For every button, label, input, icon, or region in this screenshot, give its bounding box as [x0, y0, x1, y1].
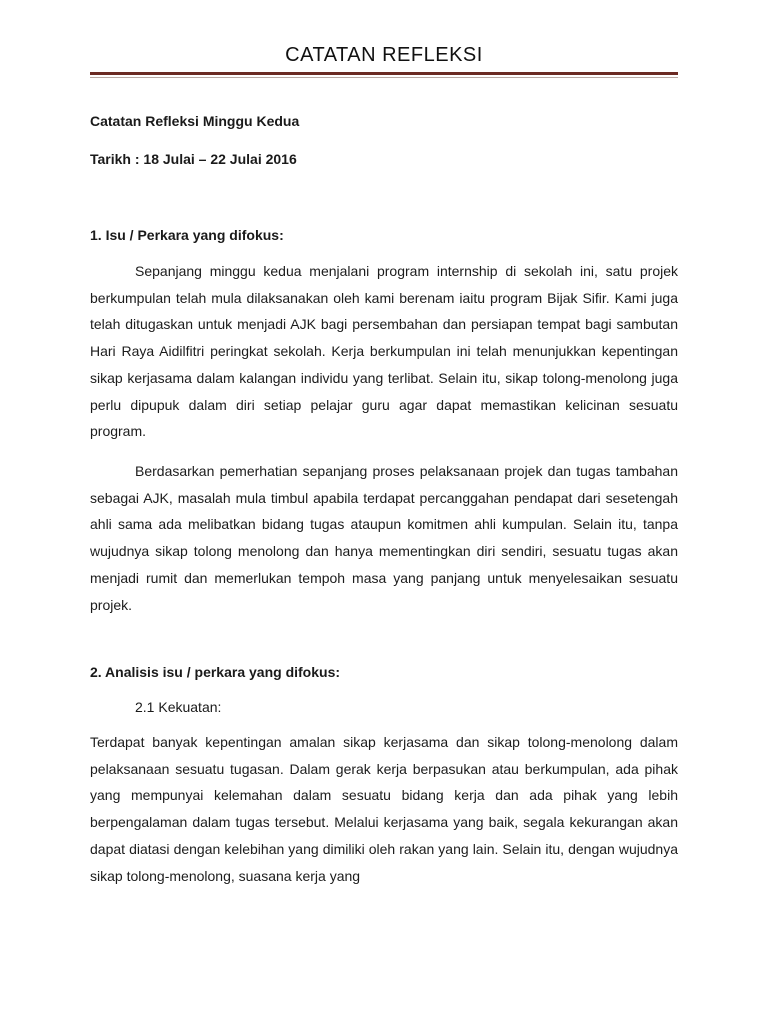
section-1-heading: 1. Isu / Perkara yang difokus:	[90, 227, 284, 243]
header-divider	[90, 72, 678, 75]
section-2-heading: 2. Analisis isu / perkara yang difokus:	[90, 664, 341, 680]
section-1-paragraph-1: Sepanjang minggu kedua menjalani program internship di sekolah ini, satu projek berkumpulan telah mula dilaksanakan oleh kami berenam iaitu program Bijak Sifir. Kami juga telah ditugaskan untuk menjadi AJK bagi persembahan dan persiapan tempat bagi sambutan Hari Raya Aidilfitri peringkat sekolah. Kerja berkumpulan ini telah menunjukkan kepentingan sikap kerjasama dalam kalangan individu yang terlibat. Selain itu, sikap tolong-menolong juga perlu dipupuk dalam diri setiap pelajar guru agar dapat memastikan kelicinan sesuatu program.	[90, 263, 678, 440]
section-1-paragraph-2: Berdasarkan pemerhatian sepanjang proses pelaksanaan projek dan tugas tambahan sebagai AJK, masalah mula timbul apabila terdapat percanggahan pendapat dari sesetengah ahli sama ada melibatkan bidang tugas ataupun komitmen ahli kumpulan. Selain itu, tanpa wujudnya sikap tolong menolong dan hanya mementingkan diri sendiri, sesuatu tugas akan menjadi rumit dan memerlukan tempoh masa yang panjang untuk menyelesaikan sesuatu projek.	[90, 463, 678, 613]
section-2-1-paragraph: Terdapat banyak kepentingan amalan sikap kerjasama dan sikap tolong-menolong dalam pelaksanaan sesuatu tugasan. Dalam gerak kerja berpasukan atau berkumpulan, ada pihak yang mempunyai kelemahan dalam sesuatu bidang kerja dan ada pihak yang lebih berpengalaman dalam tugas tersebut. Melalui kerjasama yang baik, segala kekurangan akan dapat diatasi dengan kelebihan yang dimiliki oleh rakan yang lain. Selain itu, dengan wujudnya sikap tolong-menolong, suasana kerja yang	[90, 734, 678, 884]
document-header-title: CATATAN REFLEKSI	[285, 44, 483, 66]
date-line: Tarikh : 18 Julai – 22 Julai 2016	[90, 151, 297, 167]
header-divider-thin	[90, 77, 678, 78]
document-subtitle: Catatan Refleksi Minggu Kedua	[90, 113, 300, 129]
section-2-1-subheading: 2.1 Kekuatan:	[135, 699, 222, 715]
